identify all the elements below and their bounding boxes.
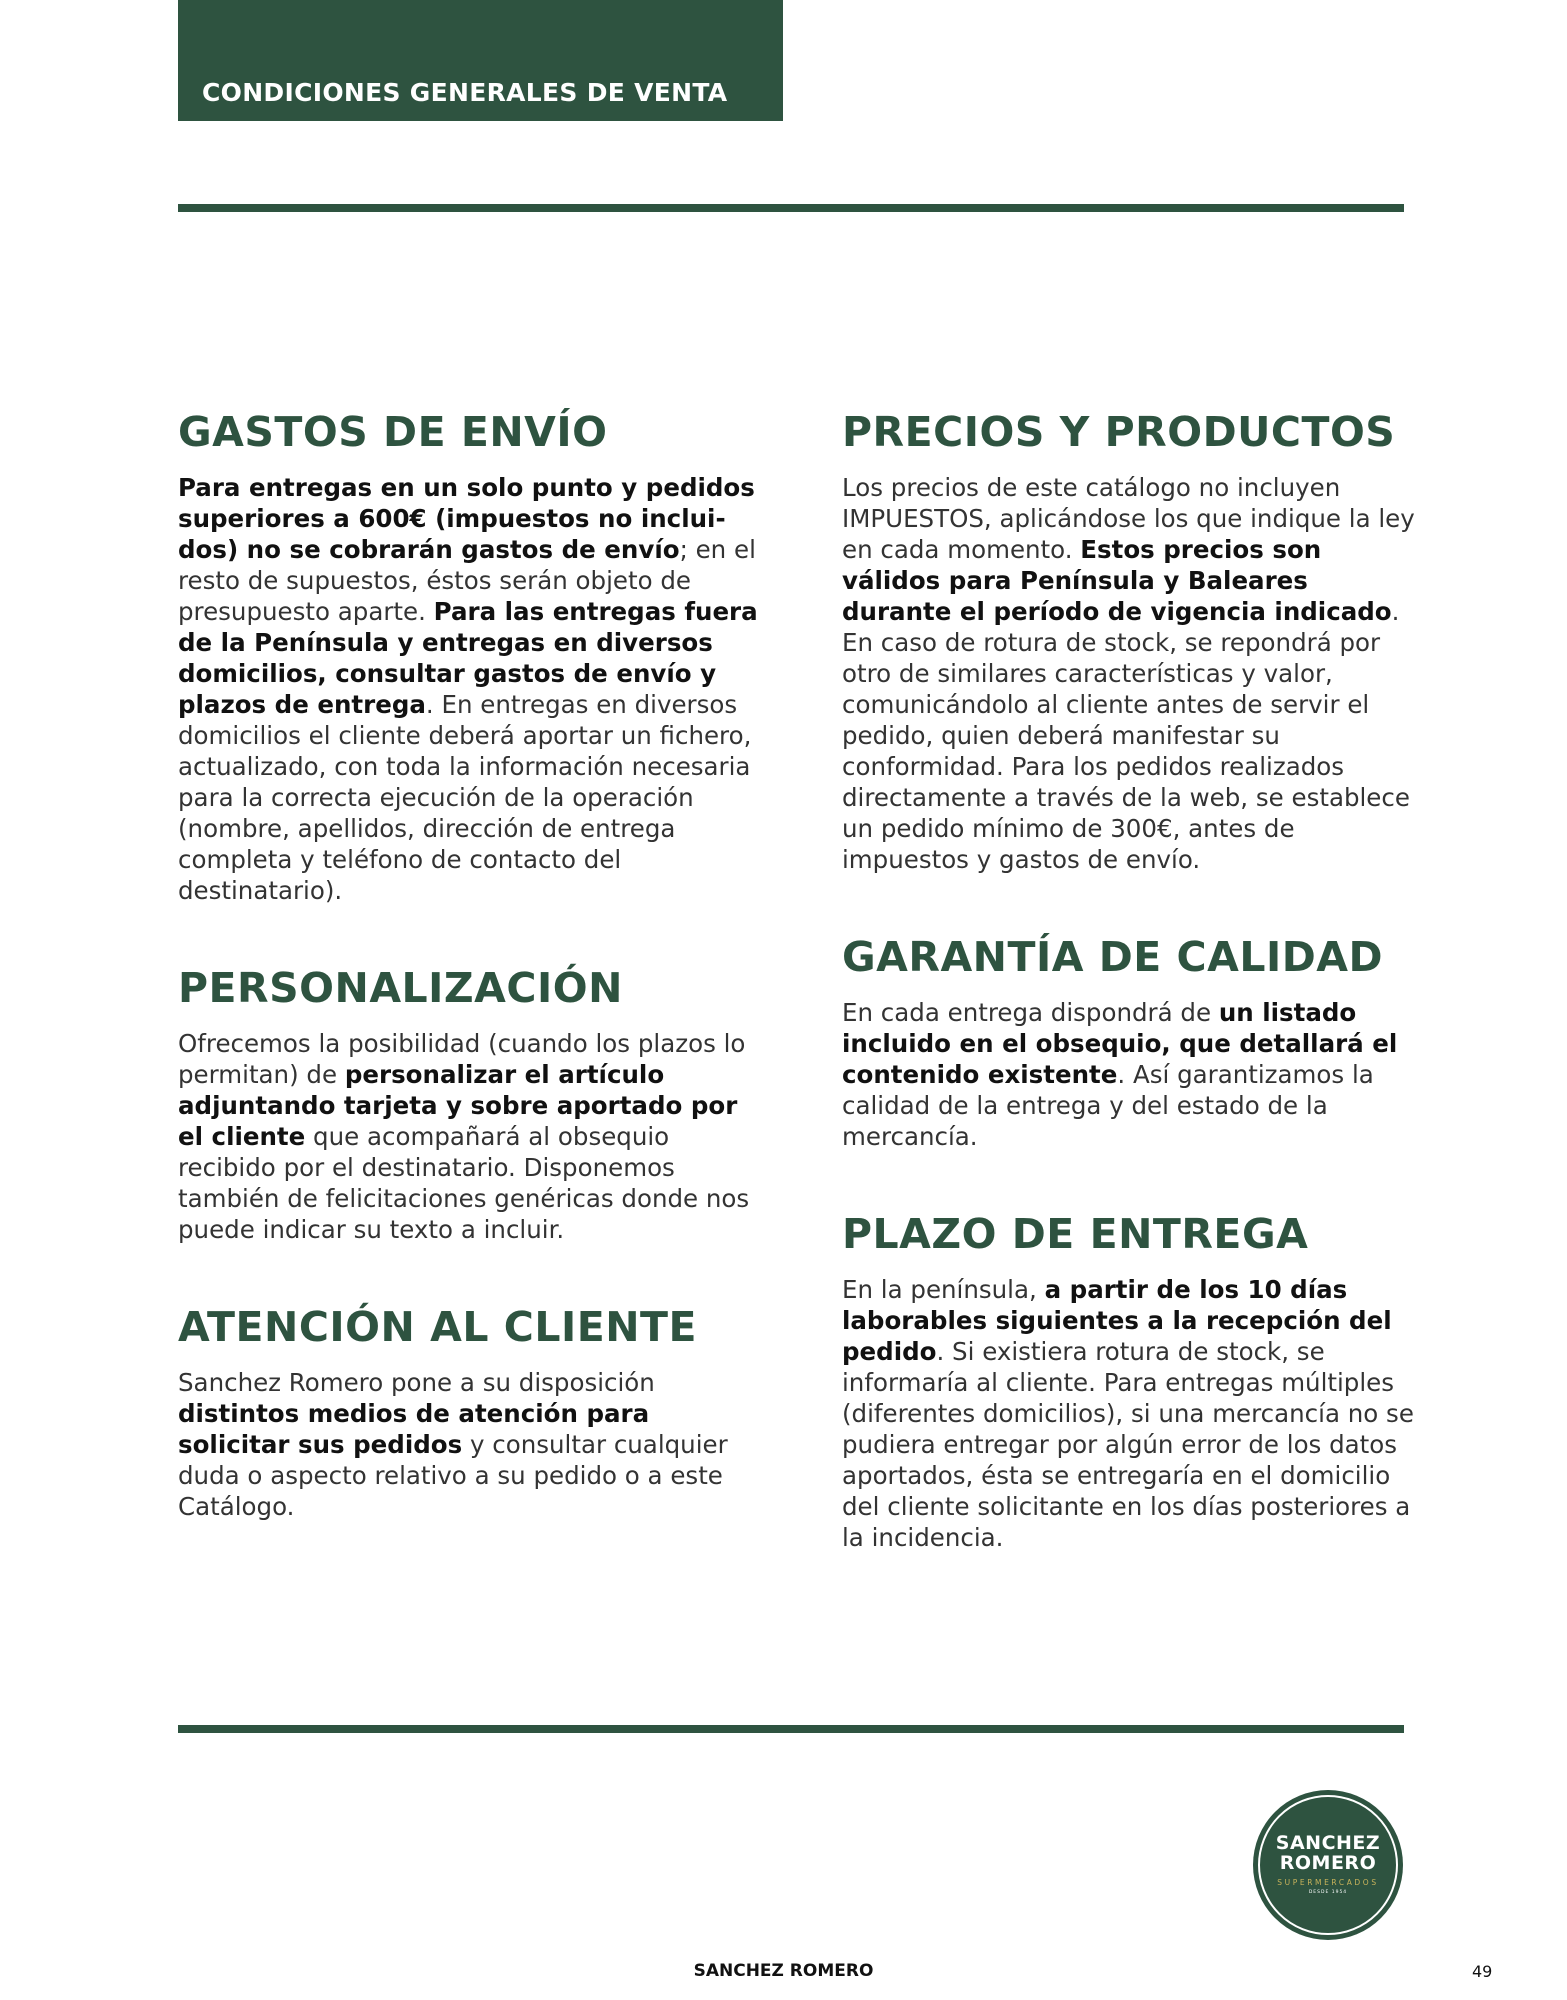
- section-heading: PLAZO DE ENTREGA: [842, 1210, 1309, 1258]
- brand-logo: [1253, 1790, 1403, 1940]
- section-heading: GARANTÍA DE CALIDAD: [842, 933, 1384, 981]
- page-title: CONDICIONES GENERALES DE VENTA: [202, 78, 728, 107]
- section-precios-productos: [842, 404, 1422, 875]
- section-body: Sanchez Romero pone a su disposición distintos medios de atención para solicitar sus pedidos y consultar cualquier duda o aspecto relativo a su pedido o a este Catálogo.: [178, 1368, 728, 1521]
- right-column: [842, 404, 1422, 1607]
- left-column: [178, 404, 758, 1576]
- logo-text-line4: DESDE 1954: [1308, 1890, 1348, 1895]
- section-plazo-entrega: [842, 1206, 1422, 1553]
- section-atencion-cliente: [178, 1299, 758, 1522]
- section-heading: ATENCIÓN AL CLIENTE: [178, 1303, 698, 1351]
- logo-text-line1: SANCHEZ: [1275, 1832, 1381, 1854]
- section-body: Los precios de este catálogo no incluyen IMPUESTOS, aplicándose los que indique la ley en cada momento. Estos precios son válidos para Península y Baleares durante el período de vigencia indicado. En caso de rotura de stock, se repondrá por otro de similares características y valor, comunicándolo al cliente antes de servir el pedido, quien deberá manifestar su conformidad. Para los pedidos realizados directamente a través de la web, se establece un pedido mínimo de 300€, antes de impuestos y gastos de envío.: [842, 473, 1415, 874]
- section-body: Ofrecemos la posibilidad (cuando los plazos lo permitan) de personalizar el artículo adjuntando tarjeta y sobre aportado por el cliente que acompañará al obsequio recibido por el destinatario. Disponemos también de felicitaciones genéricas donde nos puede indicar su texto a incluir.: [178, 1029, 750, 1244]
- section-gastos-envio: [178, 404, 758, 906]
- footer-brand: SANCHEZ ROMERO: [693, 1961, 874, 1981]
- section-body: Para entregas en un solo punto y pedidos superiores a 600€ (impuestos no incluidos) no se cobrarán gastos de envío; en el resto de supuestos, éstos serán objeto de presupuesto aparte. Para las entregas fuera de la Península y entregas en diversos domicilios, consultar gastos de envío y plazos de entrega. En entregas en diversos domicilios el cliente deberá aportar un fichero, actualizado, con toda la información necesaria para la correcta ejecución de la operación (nombre, apellidos, dirección de entrega completa y teléfono de contacto del destinatario).: [178, 473, 758, 905]
- section-heading: GASTOS DE ENVÍO: [178, 408, 608, 456]
- section-heading: PRECIOS Y PRODUCTOS: [842, 408, 1396, 456]
- logo-text-line3: SUPERMERCADOS: [1277, 1878, 1379, 1887]
- page-number: 49: [1472, 1962, 1493, 1981]
- section-personalizacion: [178, 960, 758, 1245]
- section-garantia-calidad: [842, 929, 1422, 1152]
- section-body: En la península, a partir de los 10 días laborables siguientes a la recepción del pedido. Si existiera rotura de stock, se informaría al cliente. Para entregas múltiples (diferentes domicilios), si una mercancía no se pudiera entregar por algún error de los datos aportados, ésta se entregaría en el domicilio del cliente solicitante en los días posteriores a la incidencia.: [842, 1275, 1414, 1552]
- section-heading: PERSONALIZACIÓN: [178, 964, 623, 1012]
- section-body: En cada entrega dispondrá de un listado incluido en el obsequio, que detallará el contenido existente. Así garantizamos la calidad de la entrega y del estado de la mercancía.: [842, 998, 1398, 1151]
- bottom-divider: [178, 1725, 1404, 1733]
- header-banner: [178, 0, 783, 121]
- logo-text-line2: ROMERO: [1279, 1852, 1377, 1874]
- top-divider: [178, 204, 1404, 212]
